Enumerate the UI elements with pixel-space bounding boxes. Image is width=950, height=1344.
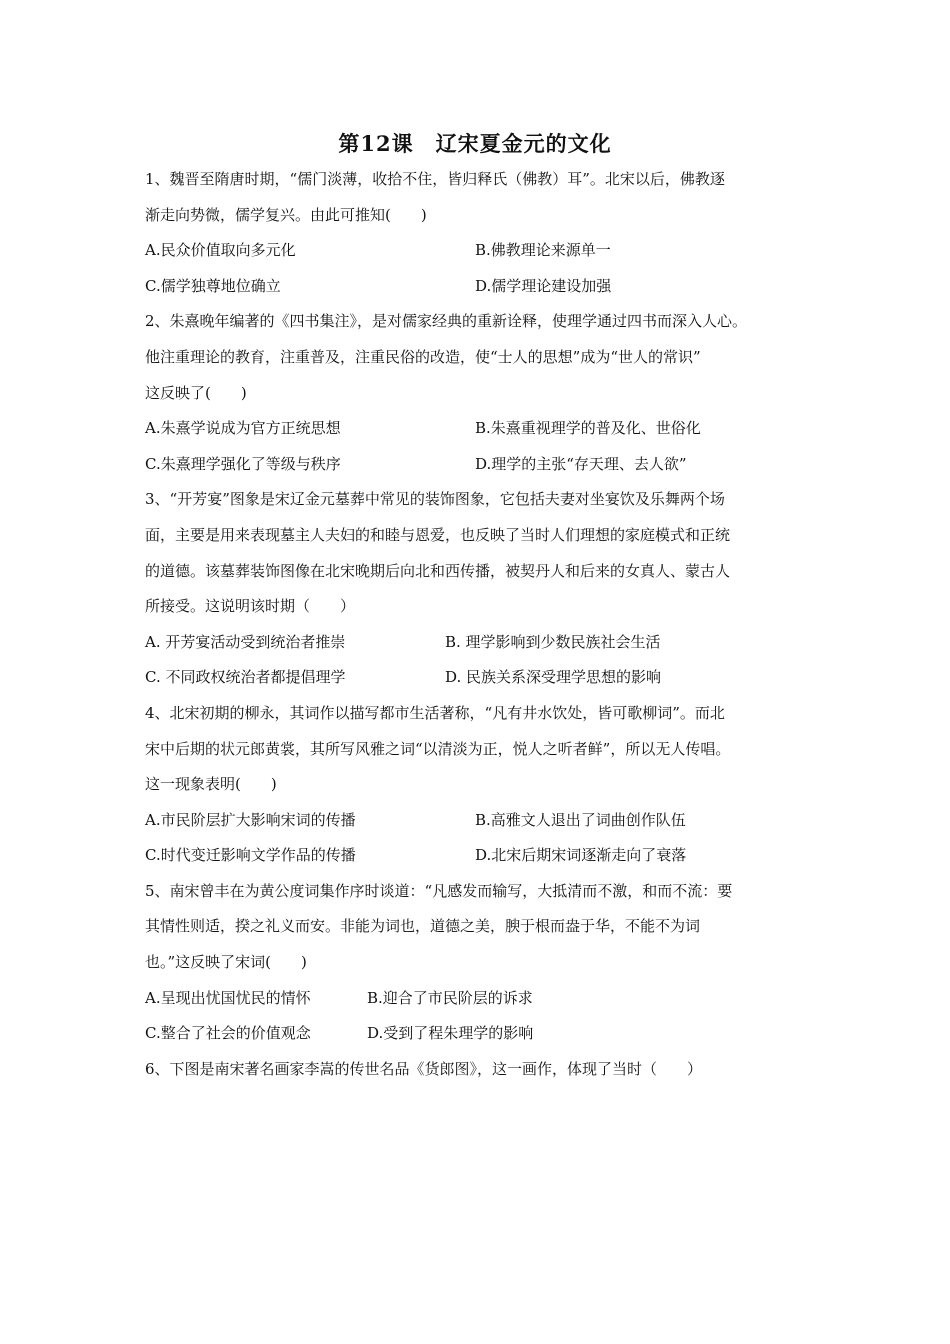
page-title: 第12课 辽宋夏金元的文化 xyxy=(338,131,612,156)
question-4-option-c: C.时代变迁影响文学作品的传播 xyxy=(145,846,356,865)
question-3-options-row-1 xyxy=(145,629,815,665)
question-6 xyxy=(145,1056,815,1092)
question-3-option-a: A. 开芳宴活动受到统治者推崇 xyxy=(145,632,346,651)
question-2-options-row-2 xyxy=(145,451,815,487)
question-1-options-row-2 xyxy=(145,273,815,309)
question-list xyxy=(145,166,815,1091)
question-4-stem-line-2: 宋中后期的状元郎黄裳，其所写风雅之词“以清淡为正，悦人之听者鲜”，所以无人传唱。 xyxy=(145,739,731,758)
question-3 xyxy=(145,486,815,700)
question-5-option-b: B.迎合了市民阶层的诉求 xyxy=(367,988,533,1007)
question-1-option-a: A.民众价值取向多元化 xyxy=(145,241,296,260)
question-3-option-c: C. 不同政权统治者都提倡理学 xyxy=(145,668,346,687)
question-4 xyxy=(145,700,815,878)
question-1 xyxy=(145,166,815,308)
question-2-stem-line-1: 2、朱熹晚年编著的《四书集注》，是对儒家经典的重新诠释，使理学通过四书而深入人心。 xyxy=(145,312,748,331)
question-4-options-row-1 xyxy=(145,807,815,843)
question-3-stem-line-3: 的道德。该墓葬装饰图像在北宋晚期后向北和西传播，被契丹人和后来的女真人、蒙古人 xyxy=(145,561,731,580)
question-3-stem-line-2: 面，主要是用来表现墓主人夫妇的和睦与恩爱，也反映了当时人们理想的家庭模式和正统 xyxy=(145,525,731,544)
question-1-stem-line-1: 1、魏晋至隋唐时期，“儒门淡薄，收拾不住，皆归释氏（佛教）耳”。北宋以后，佛教逐 xyxy=(145,170,725,188)
question-4-stem-line-1: 4、北宋初期的柳永，其词作以描写都市生活著称，“凡有井水饮处，皆可歌柳词”。而北 xyxy=(145,703,725,722)
question-2-option-a: A.朱熹学说成为官方正统思想 xyxy=(145,419,341,438)
question-2-option-b: B.朱熹重视理学的普及化、世俗化 xyxy=(475,419,701,438)
question-1-option-c: C.儒学独尊地位确立 xyxy=(145,276,281,295)
question-5-option-d: D.受到了程朱理学的影响 xyxy=(367,1024,534,1043)
question-1-option-b: B.佛教理论来源单一 xyxy=(475,241,611,260)
question-5-options-row-1 xyxy=(145,985,815,1021)
question-2-option-d: D.理学的主张“存天理、去人欲” xyxy=(475,454,687,473)
question-4-option-d: D.北宋后期宋词逐渐走向了衰落 xyxy=(475,846,687,865)
question-4-stem-line-3: 这一现象表明( ) xyxy=(145,775,277,794)
question-5-options-row-2 xyxy=(145,1020,815,1056)
question-5-option-a: A.呈现出忧国忧民的情怀 xyxy=(145,988,311,1007)
question-5-stem-line-1: 5、南宋曾丰在为黄公度词集作序时谈道：“凡感发而输写，大抵清而不激，和而不流：要 xyxy=(145,881,733,900)
question-3-stem-line-1: 3、“开芳宴”图象是宋辽金元墓葬中常见的装饰图象，它包括夫妻对坐宴饮及乐舞两个场 xyxy=(145,490,725,509)
question-2-stem-line-2: 他注重理论的教育，注重普及，注重民俗的改造，使“士人的思想”成为“世人的常识” xyxy=(145,347,701,366)
question-1-option-d: D.儒学理论建设加强 xyxy=(475,276,612,295)
question-4-option-a: A.市民阶层扩大影响宋词的传播 xyxy=(145,810,356,829)
question-3-options-row-2 xyxy=(145,664,815,700)
question-1-stem-line-2: 渐走向势微，儒学复兴。由此可推知( ) xyxy=(145,205,427,224)
question-4-options-row-2 xyxy=(145,842,815,878)
question-3-option-b: B. 理学影响到少数民族社会生活 xyxy=(445,632,661,651)
question-2 xyxy=(145,308,815,486)
question-5 xyxy=(145,878,815,1056)
question-3-option-d: D. 民族关系深受理学思想的影响 xyxy=(445,668,662,687)
question-2-option-c: C.朱熹理学强化了等级与秩序 xyxy=(145,454,341,473)
question-2-stem-line-3: 这反映了( ) xyxy=(145,383,247,402)
question-2-options-row-1 xyxy=(145,415,815,451)
question-5-option-c: C.整合了社会的价值观念 xyxy=(145,1024,311,1043)
question-4-option-b: B.高雅文人退出了词曲创作队伍 xyxy=(475,810,686,829)
question-1-options-row-1 xyxy=(145,237,815,273)
question-3-stem-line-4: 所接受。这说明该时期（ ） xyxy=(145,597,356,616)
question-5-stem-line-3: 也。”这反映了宋词( ) xyxy=(145,953,307,972)
question-5-stem-line-2: 其情性则适，揆之礼义而安。非能为词也，道德之美，腴于根而盎于华，不能不为词 xyxy=(145,917,701,936)
question-6-stem-line-1: 6、下图是南宋著名画家李嵩的传世名品《货郎图》，这一画作，体现了当时（ ） xyxy=(145,1059,703,1078)
